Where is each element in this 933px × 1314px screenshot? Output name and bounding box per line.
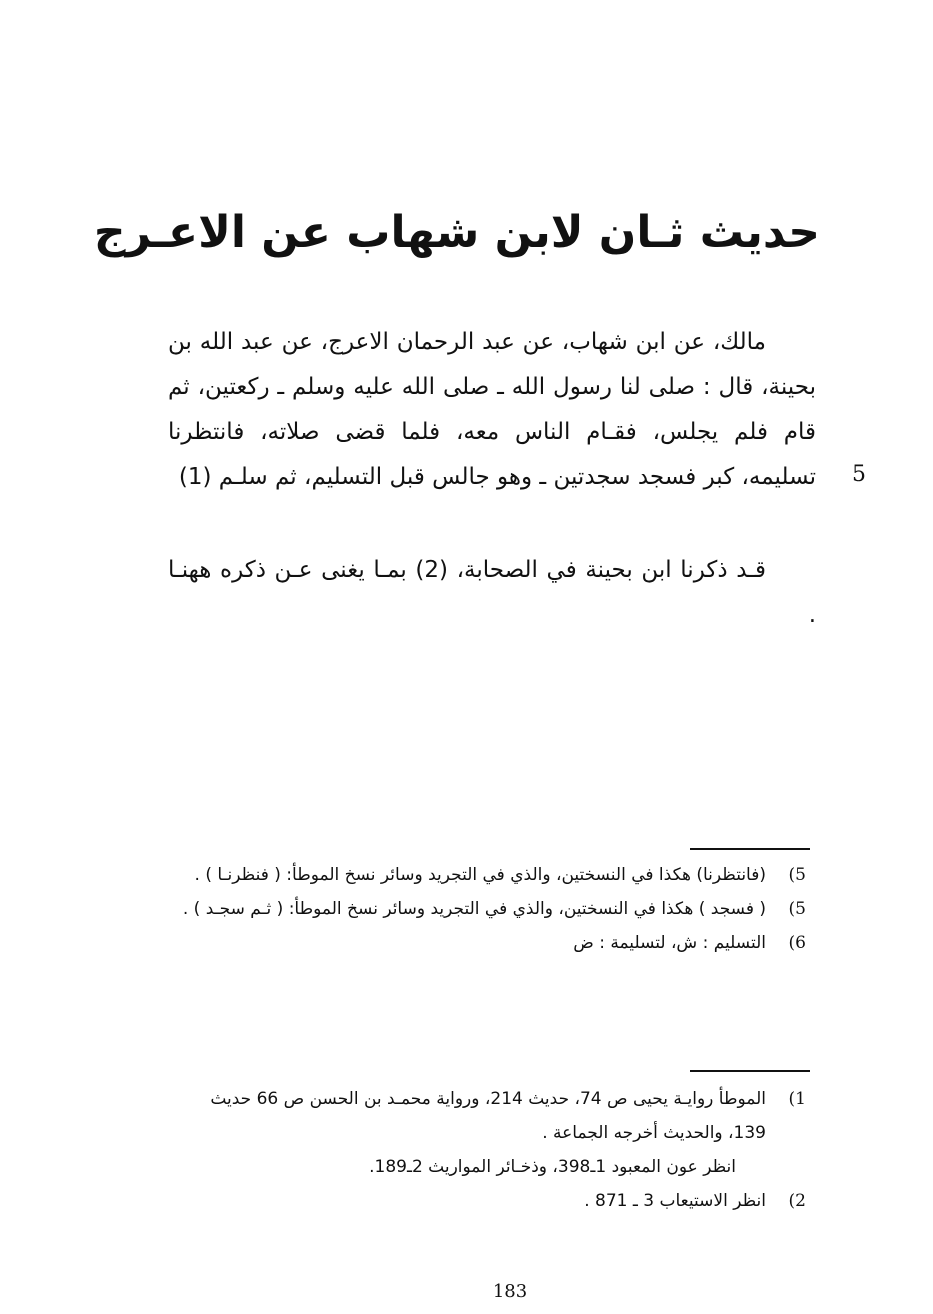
hadith-text-paragraph: مالك، عن ابن شهاب، عن عبد الرحمان الاعرج، عن عبد الله بن بحينة، قال : صلى لنا رسول الله ـ صلى الله عليه وسلم ـ ركعتين، ثم قام فلم يجلس، فقـام الناس معه، فلما قضى صلاته، فانتظرنا تسليمه، كبر فسجد سجدتين ـ وهو جالس قبل التسليم، ثم سلـم (1) [168,329,816,490]
note-text: (فانتظرنا) هكذا في النسختين، والذي في التجريد وسائر نسخ الموطأ: ( فنظرنـا ) . [194,865,766,885]
footnote-text: انظر عون المعبود 1ـ398، وذخـائر المواريث 2ـ189. [369,1157,736,1177]
footnote-text: الموطأ روايـة يحيى ص 74، حديث 214، ورواية محمـد بن الحسن ص 66 حديث 139، والحديث أخرجه الجماعة . [210,1089,766,1143]
line-number: 5 [852,462,866,487]
variant-notes [168,858,816,960]
variant-note [168,926,816,960]
variant-note [168,858,816,892]
note-number: 5) [788,899,806,919]
footnote [168,1082,816,1150]
note-text: ( فسجد ) هكذا في النسختين، والذي في التجريد وسائر نسخ الموطأ: ( ثـم سجـد ) . [182,899,766,919]
footnote-number: 2) [788,1191,806,1211]
commentary-paragraph: قـد ذكرنا ابن بحينة في الصحابة، (2) بمـا يغنى عـن ذكره ههنـا . [168,557,816,628]
variant-note [168,892,816,926]
footnote-text: انظر الاستيعاب 3 ـ 871 . [584,1191,766,1211]
footnote [168,1150,816,1184]
page-number: 183 [492,1281,528,1302]
footnote-divider-variants [690,848,810,850]
footnote [168,1184,816,1218]
hadith-title: حديث ثـان لابن شهاب عن الاعـرج [93,207,820,258]
note-text: التسليم : ش، لتسليمة : ض [573,933,766,953]
source-footnotes [168,1082,816,1218]
note-number: 5) [788,865,806,885]
footnote-divider-sources [690,1070,810,1072]
note-number: 6) [788,933,806,953]
footnote-number: 1) [788,1089,806,1109]
